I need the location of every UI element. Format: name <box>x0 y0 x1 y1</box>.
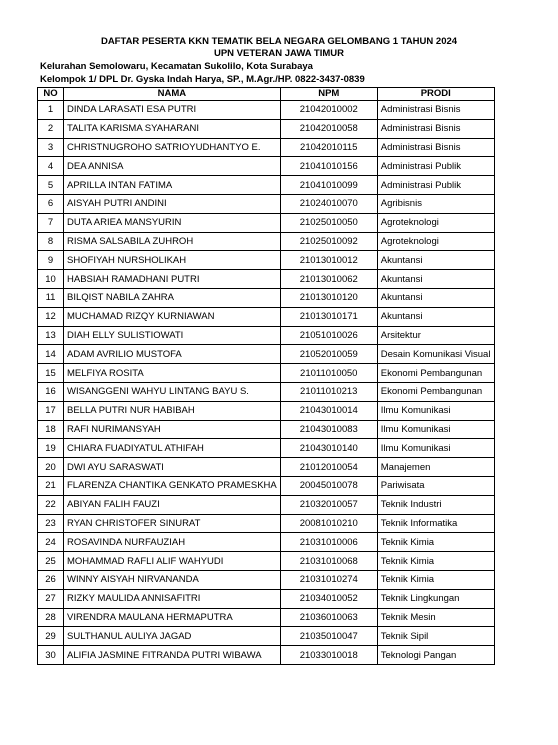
cell-no: 28 <box>38 608 64 627</box>
cell-nama: RYAN CHRISTOFER SINURAT <box>64 514 281 533</box>
cell-npm: 20045010078 <box>280 476 377 495</box>
column-header-npm: NPM <box>280 88 377 101</box>
cell-npm: 21031010006 <box>280 533 377 552</box>
table-row <box>38 119 495 138</box>
cell-npm: 21024010070 <box>280 194 377 213</box>
cell-npm: 21042010058 <box>280 119 377 138</box>
cell-npm: 21011010050 <box>280 364 377 383</box>
cell-nama: SULTHANUL AULIYA JAGAD <box>64 627 281 646</box>
cell-no: 22 <box>38 495 64 514</box>
cell-nama: MELFIYA ROSITA <box>64 364 281 383</box>
cell-nama: BELLA PUTRI NUR HABIBAH <box>64 401 281 420</box>
cell-prodi: Agroteknologi <box>377 232 494 251</box>
cell-nama: APRILLA INTAN FATIMA <box>64 176 281 195</box>
cell-prodi: Pariwisata <box>377 476 494 495</box>
cell-prodi: Manajemen <box>377 458 494 477</box>
cell-npm: 21025010092 <box>280 232 377 251</box>
table-row <box>38 138 495 157</box>
cell-nama: ABIYAN FALIH FAUZI <box>64 495 281 514</box>
table-row <box>38 101 495 120</box>
table-row <box>38 270 495 289</box>
cell-npm: 21043010083 <box>280 420 377 439</box>
cell-prodi: Ilmu Komunikasi <box>377 439 494 458</box>
cell-prodi: Ekonomi Pembangunan <box>377 382 494 401</box>
table-row <box>38 495 495 514</box>
cell-nama: ROSAVINDA NURFAUZIAH <box>64 533 281 552</box>
cell-no: 5 <box>38 176 64 195</box>
cell-nama: DEA ANNISA <box>64 157 281 176</box>
cell-prodi: Administrasi Bisnis <box>377 138 494 157</box>
cell-prodi: Desain Komunikasi Visual <box>377 345 494 364</box>
cell-nama: HABSIAH RAMADHANI PUTRI <box>64 270 281 289</box>
column-header-prodi: PRODI <box>377 88 494 101</box>
cell-nama: CHRISTNUGROHO SATRIOYUDHANTYO E. <box>64 138 281 157</box>
table-row <box>38 251 495 270</box>
cell-prodi: Arsitektur <box>377 326 494 345</box>
cell-nama: DIAH ELLY SULISTIOWATI <box>64 326 281 345</box>
cell-nama: ADAM AVRILIO MUSTOFA <box>64 345 281 364</box>
cell-nama: SHOFIYAH NURSHOLIKAH <box>64 251 281 270</box>
table-row <box>38 401 495 420</box>
cell-npm: 21052010059 <box>280 345 377 364</box>
cell-no: 24 <box>38 533 64 552</box>
cell-prodi: Teknik Industri <box>377 495 494 514</box>
cell-no: 6 <box>38 194 64 213</box>
cell-prodi: Akuntansi <box>377 251 494 270</box>
cell-nama: DUTA ARIEA MANSYURIN <box>64 213 281 232</box>
cell-prodi: Agribisnis <box>377 194 494 213</box>
cell-prodi: Ekonomi Pembangunan <box>377 364 494 383</box>
cell-npm: 21041010156 <box>280 157 377 176</box>
cell-prodi: Administrasi Publik <box>377 157 494 176</box>
table-row <box>38 514 495 533</box>
cell-nama: DWI AYU SARASWATI <box>64 458 281 477</box>
cell-prodi: Administrasi Bisnis <box>377 101 494 120</box>
cell-no: 30 <box>38 646 64 665</box>
table-row <box>38 157 495 176</box>
cell-prodi: Teknik Kimia <box>377 570 494 589</box>
cell-prodi: Ilmu Komunikasi <box>377 401 494 420</box>
cell-no: 17 <box>38 401 64 420</box>
cell-npm: 21013010012 <box>280 251 377 270</box>
table-header-row <box>38 88 495 101</box>
cell-prodi: Administrasi Bisnis <box>377 119 494 138</box>
cell-prodi: Teknik Kimia <box>377 533 494 552</box>
cell-nama: TALITA KARISMA SYAHARANI <box>64 119 281 138</box>
cell-no: 25 <box>38 552 64 571</box>
cell-no: 10 <box>38 270 64 289</box>
cell-prodi: Teknik Informatika <box>377 514 494 533</box>
cell-npm: 21033010018 <box>280 646 377 665</box>
cell-nama: AISYAH PUTRI ANDINI <box>64 194 281 213</box>
cell-no: 16 <box>38 382 64 401</box>
cell-no: 27 <box>38 589 64 608</box>
participant-table <box>37 87 495 665</box>
cell-npm: 21011010213 <box>280 382 377 401</box>
group-line: Kelompok 1/ DPL Dr. Gyska Indah Harya, SP., M.Agr./HP. 0822-3437-0839 <box>40 74 365 85</box>
cell-no: 20 <box>38 458 64 477</box>
cell-npm: 21013010062 <box>280 270 377 289</box>
cell-nama: WISANGGENI WAHYU LINTANG BAYU S. <box>64 382 281 401</box>
table-row <box>38 627 495 646</box>
table-row <box>38 533 495 552</box>
cell-npm: 21025010050 <box>280 213 377 232</box>
cell-npm: 21032010057 <box>280 495 377 514</box>
table-row <box>38 307 495 326</box>
table-row <box>38 213 495 232</box>
cell-npm: 21043010014 <box>280 401 377 420</box>
cell-npm: 21042010115 <box>280 138 377 157</box>
cell-nama: FLARENZA CHANTIKA GENKATO PRAMESKHA <box>64 476 281 495</box>
cell-prodi: Administrasi Publik <box>377 176 494 195</box>
table-row <box>38 589 495 608</box>
cell-nama: MUCHAMAD RIZQY KURNIAWAN <box>64 307 281 326</box>
table-row <box>38 382 495 401</box>
cell-npm: 21034010052 <box>280 589 377 608</box>
cell-prodi: Agroteknologi <box>377 213 494 232</box>
cell-prodi: Teknik Mesin <box>377 608 494 627</box>
column-header-no: NO <box>38 88 64 101</box>
cell-nama: DINDA LARASATI ESA PUTRI <box>64 101 281 120</box>
table-row <box>38 232 495 251</box>
cell-no: 7 <box>38 213 64 232</box>
cell-prodi: Ilmu Komunikasi <box>377 420 494 439</box>
cell-prodi: Teknik Kimia <box>377 552 494 571</box>
cell-prodi: Teknologi Pangan <box>377 646 494 665</box>
cell-no: 4 <box>38 157 64 176</box>
cell-nama: WINNY AISYAH NIRVANANDA <box>64 570 281 589</box>
cell-prodi: Akuntansi <box>377 288 494 307</box>
cell-prodi: Teknik Sipil <box>377 627 494 646</box>
table-row <box>38 458 495 477</box>
cell-npm: 21035010047 <box>280 627 377 646</box>
document-subtitle: UPN VETERAN JAWA TIMUR <box>213 48 345 59</box>
cell-prodi: Teknik Lingkungan <box>377 589 494 608</box>
cell-no: 1 <box>38 101 64 120</box>
cell-npm: 20081010210 <box>280 514 377 533</box>
location-line: Kelurahan Semolowaru, Kecamatan Sukolilo, Kota Surabaya <box>40 61 313 72</box>
table-row <box>38 570 495 589</box>
cell-no: 13 <box>38 326 64 345</box>
cell-npm: 21041010099 <box>280 176 377 195</box>
table-row <box>38 476 495 495</box>
column-header-nama: NAMA <box>64 88 281 101</box>
cell-no: 15 <box>38 364 64 383</box>
cell-npm: 21031010274 <box>280 570 377 589</box>
cell-no: 29 <box>38 627 64 646</box>
table-row <box>38 345 495 364</box>
cell-no: 12 <box>38 307 64 326</box>
table-row <box>38 608 495 627</box>
table-row <box>38 646 495 665</box>
cell-nama: ALIFIA JASMINE FITRANDA PUTRI WIBAWA <box>64 646 281 665</box>
cell-no: 18 <box>38 420 64 439</box>
cell-no: 19 <box>38 439 64 458</box>
table-row <box>38 420 495 439</box>
cell-no: 2 <box>38 119 64 138</box>
cell-npm: 21036010063 <box>280 608 377 627</box>
table-row <box>38 176 495 195</box>
cell-npm: 21043010140 <box>280 439 377 458</box>
cell-nama: VIRENDRA MAULANA HERMAPUTRA <box>64 608 281 627</box>
cell-no: 21 <box>38 476 64 495</box>
cell-no: 14 <box>38 345 64 364</box>
cell-no: 26 <box>38 570 64 589</box>
table-row <box>38 288 495 307</box>
cell-no: 3 <box>38 138 64 157</box>
cell-npm: 21051010026 <box>280 326 377 345</box>
cell-prodi: Akuntansi <box>377 270 494 289</box>
cell-no: 11 <box>38 288 64 307</box>
cell-npm: 21031010068 <box>280 552 377 571</box>
cell-npm: 21042010002 <box>280 101 377 120</box>
cell-nama: RAFI NURIMANSYAH <box>64 420 281 439</box>
table-row <box>38 194 495 213</box>
cell-nama: BILQIST NABILA ZAHRA <box>64 288 281 307</box>
cell-nama: MOHAMMAD RAFLI ALIF WAHYUDI <box>64 552 281 571</box>
cell-no: 23 <box>38 514 64 533</box>
cell-nama: RISMA SALSABILA ZUHROH <box>64 232 281 251</box>
cell-nama: CHIARA FUADIYATUL ATHIFAH <box>64 439 281 458</box>
cell-no: 8 <box>38 232 64 251</box>
cell-npm: 21013010171 <box>280 307 377 326</box>
cell-prodi: Akuntansi <box>377 307 494 326</box>
table-row <box>38 364 495 383</box>
table-row <box>38 439 495 458</box>
cell-no: 9 <box>38 251 64 270</box>
cell-npm: 21013010120 <box>280 288 377 307</box>
cell-nama: RIZKY MAULIDA ANNISAFITRI <box>64 589 281 608</box>
cell-npm: 21012010054 <box>280 458 377 477</box>
table-row <box>38 326 495 345</box>
document-title: DAFTAR PESERTA KKN TEMATIK BELA NEGARA GELOMBANG 1 TAHUN 2024 <box>100 36 458 47</box>
table-row <box>38 552 495 571</box>
